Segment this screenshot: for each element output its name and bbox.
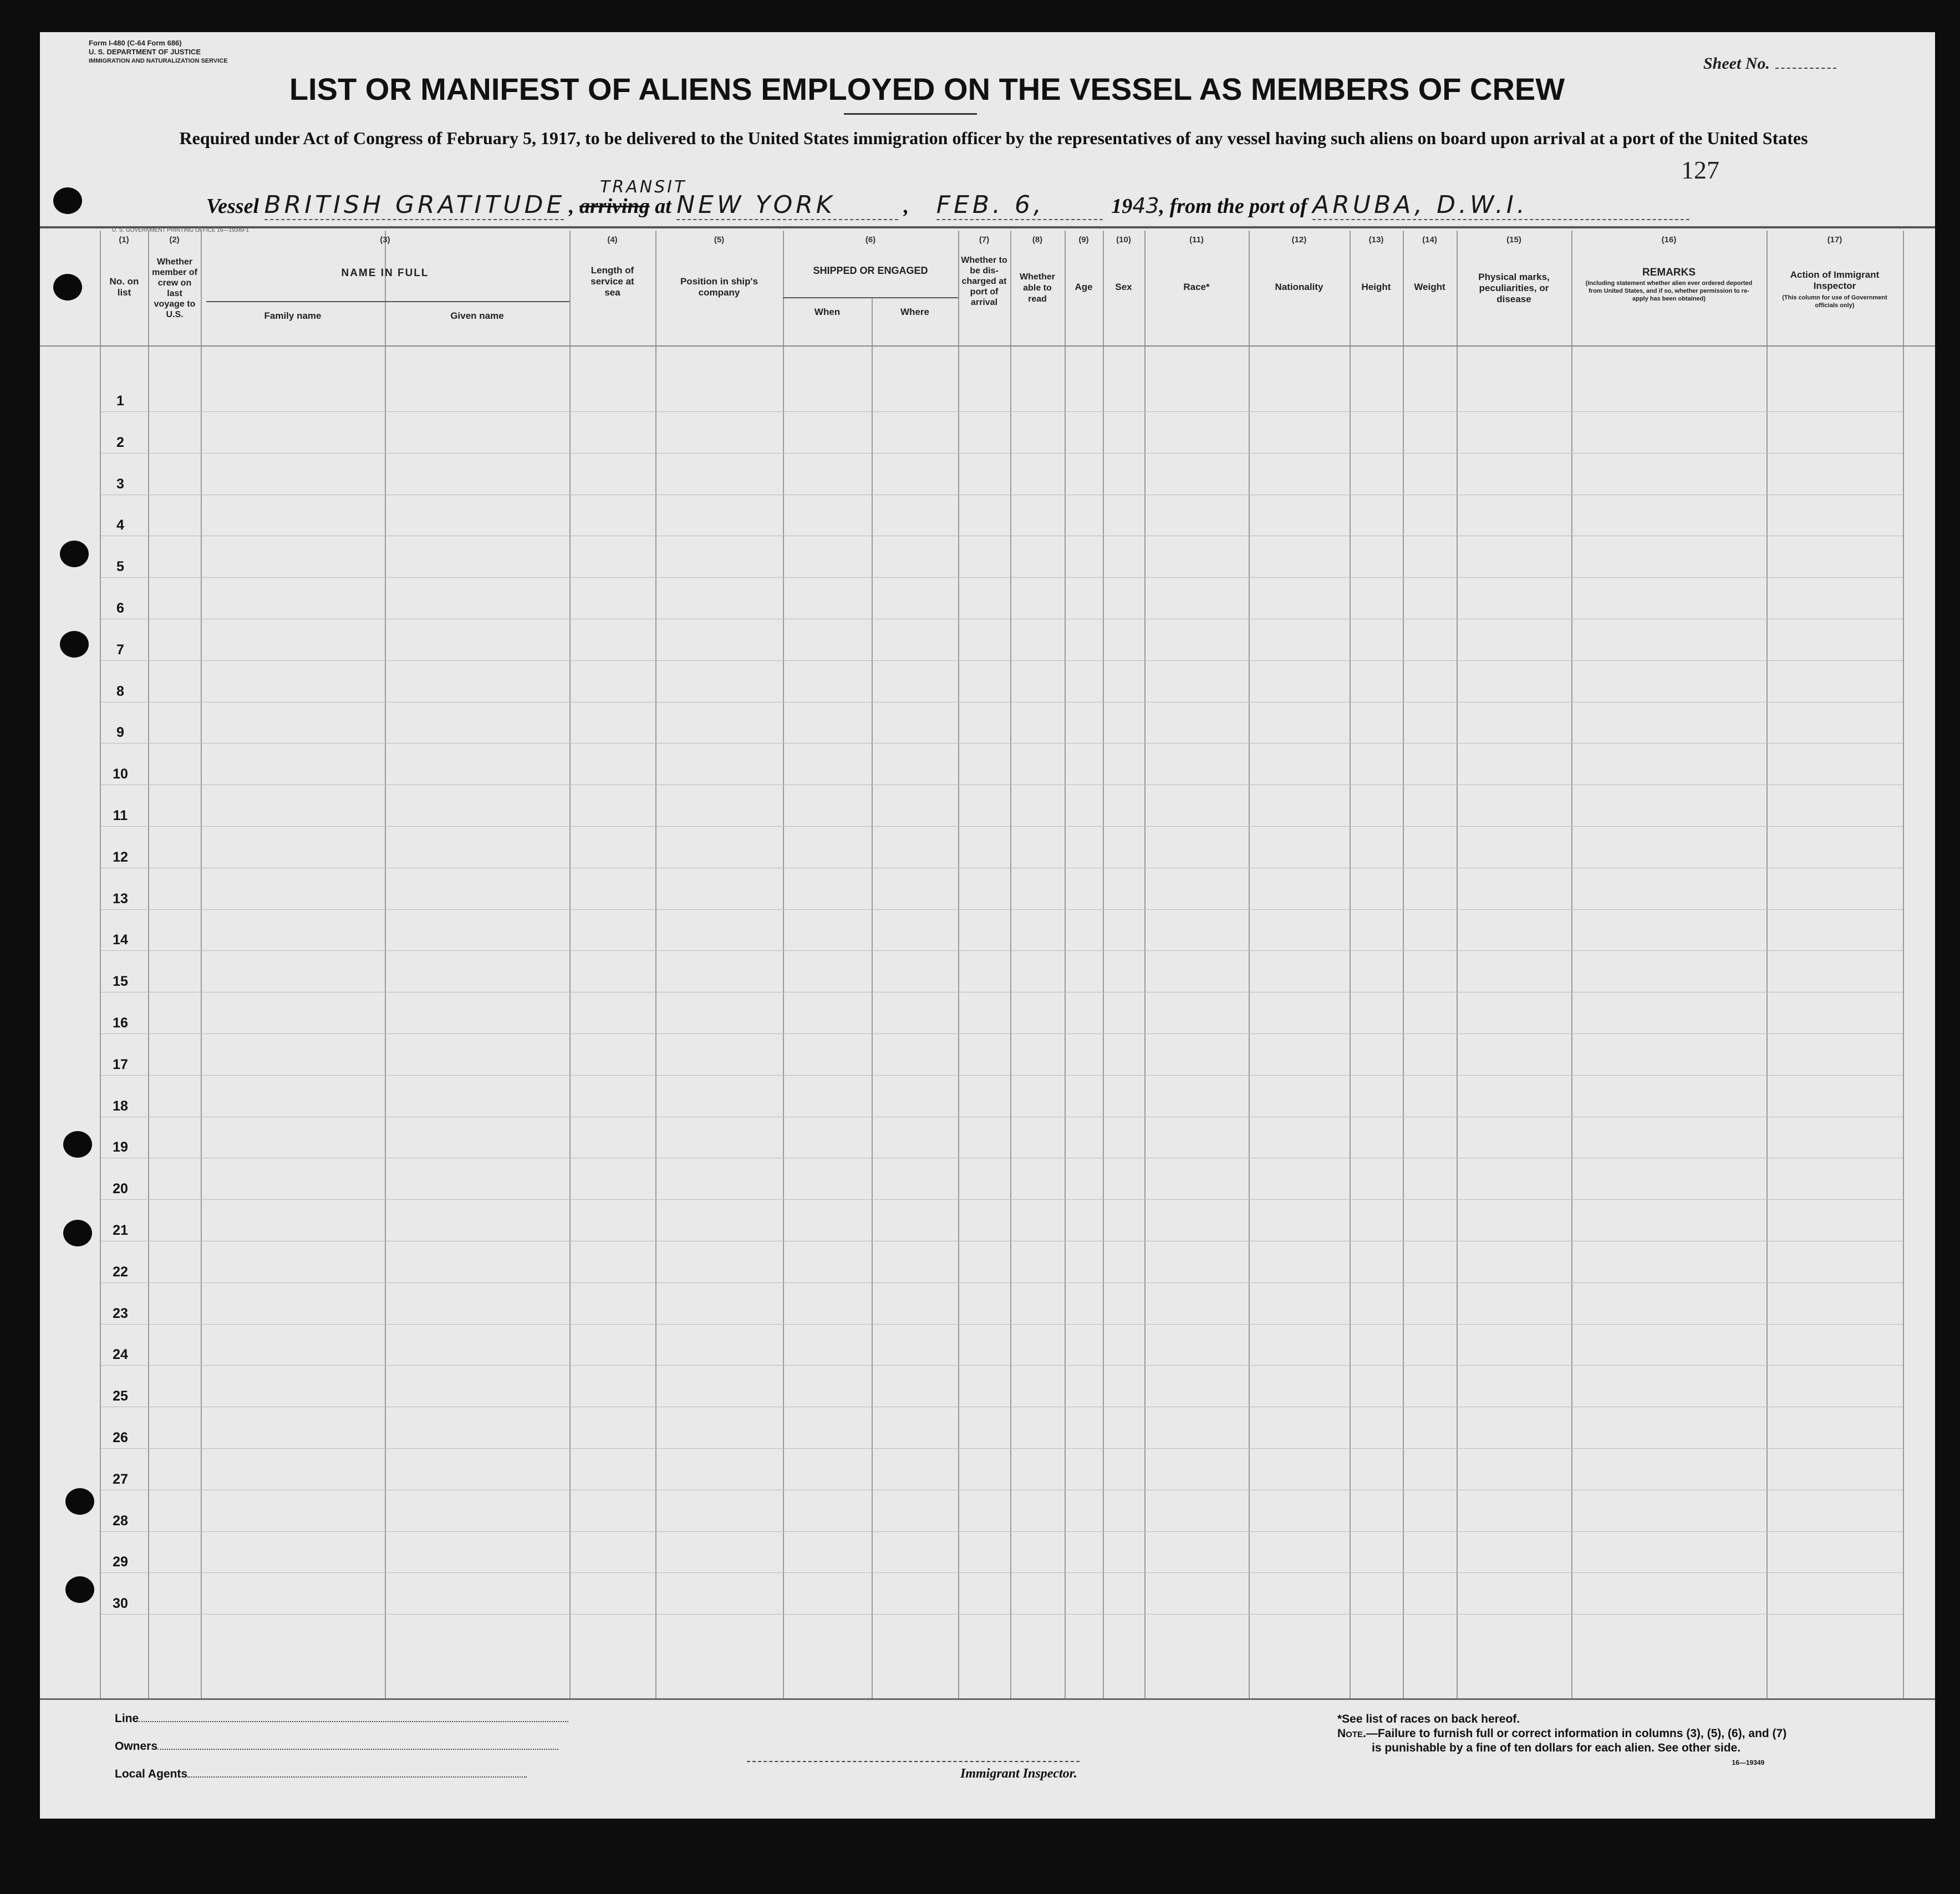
note-text-2: is punishable by a fine of ten dollars for each alien. See other side. <box>1372 1742 1741 1754</box>
col-num-6: (6) <box>865 235 876 245</box>
col-header-last-voyage: Whether member of crew on last voyage to U.S. <box>152 257 197 319</box>
row-number: 7 <box>116 641 124 658</box>
form-identifier <box>89 39 228 65</box>
note-text: —Failure to furnish full or correct information in columns (3), (5), (6), and (7) <box>1366 1727 1787 1740</box>
col-header-length-service: Length of service at sea <box>590 265 634 298</box>
table-row[interactable] <box>101 909 1903 910</box>
table-row[interactable] <box>101 411 1903 412</box>
department: U. S. DEPARTMENT OF JUSTICE <box>89 48 201 56</box>
table-row[interactable] <box>101 1365 1903 1366</box>
row-number: 18 <box>113 1098 128 1114</box>
col-num-10: (10) <box>1116 235 1131 245</box>
col-num-1: (1) <box>119 235 129 245</box>
owners-field[interactable] <box>157 1749 558 1750</box>
row-number: 3 <box>116 476 124 492</box>
col-num-7: (7) <box>979 235 990 245</box>
page-subtitle: Required under Act of Congress of February 5, 1917, to be delivered to the United States immigration officer by the representatives of any vessel having such aliens on board upon arrival at a port of the United States <box>179 128 1808 148</box>
col-header-weight: Weight <box>1414 282 1445 292</box>
table-row[interactable] <box>101 1033 1903 1034</box>
row-number: 12 <box>113 849 128 865</box>
punch-hole <box>60 631 89 658</box>
note-races: *See list of races on back hereof. <box>1337 1713 1520 1725</box>
row-number: 14 <box>113 932 128 948</box>
row-number: 29 <box>113 1554 128 1570</box>
row-number: 24 <box>113 1347 128 1363</box>
col-header-remarks: REMARKS <box>1642 267 1696 278</box>
col-num-12: (12) <box>1291 235 1307 245</box>
col-header-where: Where <box>900 307 929 317</box>
col-header-age: Age <box>1075 282 1093 292</box>
row-number: 19 <box>113 1139 128 1155</box>
col-num-11: (11) <box>1189 235 1204 245</box>
note-label: Note. <box>1337 1727 1366 1740</box>
table-row[interactable] <box>101 1531 1903 1532</box>
col-header-sex: Sex <box>1115 282 1132 292</box>
row-number: 10 <box>113 766 128 782</box>
punch-hole <box>60 541 89 567</box>
col-num-15: (15) <box>1506 235 1521 245</box>
punch-hole <box>63 1220 92 1246</box>
header-bottom-rule <box>40 345 1935 347</box>
col-header-race: Race* <box>1183 282 1210 292</box>
table-row[interactable] <box>101 453 1903 454</box>
shipped-header-rule <box>783 297 958 298</box>
table-row[interactable] <box>101 577 1903 578</box>
footer-line-row <box>115 1712 568 1725</box>
row-number: 15 <box>113 974 128 990</box>
row-number: 8 <box>116 683 124 699</box>
page-title: LIST OR MANIFEST OF ALIENS EMPLOYED ON THE VESSEL AS MEMBERS OF CREW <box>289 72 1565 106</box>
row-number: 9 <box>116 725 124 741</box>
col-header-inspector-note: (This column for use of Government officials only) <box>1782 294 1887 309</box>
year-field[interactable]: 43 <box>1132 194 1159 218</box>
printer-line: U. S. GOVERNMENT PRINTING OFFICE 16—19349-1 <box>112 227 250 233</box>
inspector-signature-line[interactable] <box>747 1761 1080 1762</box>
col-header-remarks-note: (Including statement whether alien ever ordered deported from United States, and if so, whether permission to re-apply has been obtained) <box>1585 280 1753 302</box>
row-number: 5 <box>116 559 124 575</box>
agents-field[interactable] <box>187 1776 527 1778</box>
row-number: 4 <box>116 517 124 533</box>
col-header-position: Position in ship's company <box>680 276 758 298</box>
col-header-given-name: Given name <box>450 310 504 321</box>
table-row[interactable] <box>101 950 1903 951</box>
col-num-4: (4) <box>607 235 618 245</box>
col-num-3: (3) <box>380 235 390 245</box>
footer-note <box>1337 1712 1786 1770</box>
row-number: 16 <box>113 1015 128 1031</box>
row-number: 23 <box>113 1305 128 1321</box>
col-num-13: (13) <box>1368 235 1384 245</box>
col-num-14: (14) <box>1422 235 1437 245</box>
row-number: 27 <box>113 1471 128 1487</box>
at-label: at <box>655 195 671 218</box>
from-port-field[interactable]: ARUBA, D.W.I. <box>1312 191 1689 220</box>
table-row[interactable] <box>101 1448 1903 1449</box>
name-header-rule <box>206 301 569 302</box>
punch-hole <box>65 1488 94 1515</box>
line-field[interactable] <box>139 1721 568 1722</box>
row-number: 11 <box>113 808 128 823</box>
vessel-line: Vessel BRITISH GRATITUDE , arriving at NEW YORK , FEB. 6, 1943, from the port of ARUBA, D.W.I. <box>206 191 1689 220</box>
col-num-16: (16) <box>1661 235 1677 245</box>
col-header-family-name: Family name <box>264 310 322 321</box>
row-number: 26 <box>113 1430 128 1445</box>
inspector-label: Immigrant Inspector. <box>960 1766 1077 1781</box>
inspector-signature <box>747 1766 1077 1781</box>
row-number: 21 <box>113 1223 128 1238</box>
table-row[interactable] <box>101 826 1903 827</box>
table-row[interactable] <box>101 1324 1903 1325</box>
col-num-9: (9) <box>1078 235 1089 245</box>
vessel-label: Vessel <box>206 195 259 218</box>
table-bottom-rule <box>40 1698 1935 1700</box>
table-row[interactable] <box>101 660 1903 661</box>
manifest-sheet <box>40 32 1935 1819</box>
owners-label: Owners <box>115 1740 158 1753</box>
col-header-physical-marks: Physical marks, peculiarities, or disease <box>1478 272 1550 304</box>
table-row[interactable] <box>101 1614 1903 1615</box>
punch-hole <box>63 1131 92 1158</box>
col-num-8: (8) <box>1032 235 1043 245</box>
col-header-when: When <box>814 307 841 317</box>
service: IMMIGRATION AND NATURALIZATION SERVICE <box>89 58 228 64</box>
sheet-number <box>1703 54 1836 73</box>
from-port-label: , from the port of <box>1159 195 1307 218</box>
col-header-inspector: Action of Immigrant Inspector <box>1790 269 1880 291</box>
table-row[interactable] <box>101 1199 1903 1200</box>
punch-hole <box>53 187 82 214</box>
punch-hole <box>65 1576 94 1603</box>
table-row[interactable] <box>101 1282 1903 1283</box>
col-header-name: NAME IN FULL <box>341 267 429 279</box>
row-number: 25 <box>113 1388 128 1404</box>
header-divider <box>40 226 1935 228</box>
row-number: 28 <box>113 1513 128 1529</box>
row-number: 17 <box>113 1056 128 1072</box>
sheet-number-field[interactable] <box>1775 68 1836 69</box>
title-underline <box>844 113 977 115</box>
row-number: 1 <box>116 393 124 409</box>
row-number: 13 <box>113 890 128 907</box>
col-header-height: Height <box>1361 282 1391 292</box>
footer-agents-row <box>115 1768 527 1781</box>
col-header-nationality: Nationality <box>1275 282 1323 292</box>
arrival-date-field[interactable]: FEB. 6, <box>936 191 1103 220</box>
table-row[interactable] <box>101 743 1903 744</box>
sheet-number-label: Sheet No. <box>1703 54 1770 73</box>
stamp-number: 127 <box>1681 156 1719 184</box>
row-number: 20 <box>113 1181 128 1197</box>
col-header-discharged: Whether to be dis-charged at port of arrival <box>961 256 1007 307</box>
footer-owners-row <box>115 1740 558 1753</box>
arriving-word: arriving <box>579 195 650 218</box>
transit-handwritten: TRANSIT <box>600 177 687 197</box>
form-code: 16—19349 <box>1732 1759 1765 1766</box>
table-row[interactable] <box>101 1075 1903 1076</box>
year-prefix: 19 <box>1111 195 1133 218</box>
col-header-read: Whether able to read <box>1020 272 1055 304</box>
line-label: Line <box>115 1712 139 1725</box>
col-num-17: (17) <box>1827 235 1842 245</box>
table-row[interactable] <box>101 1572 1903 1573</box>
row-number: 2 <box>116 434 124 450</box>
row-number: 6 <box>116 600 124 616</box>
col-header-shipped: SHIPPED OR ENGAGED <box>813 265 928 276</box>
col-num-5: (5) <box>714 235 725 245</box>
row-number: 30 <box>113 1596 128 1612</box>
col-num-2: (2) <box>169 235 180 245</box>
row-number: 22 <box>113 1264 128 1280</box>
arrival-port-field[interactable]: NEW YORK <box>676 191 898 220</box>
agents-label: Local Agents <box>115 1768 188 1780</box>
punch-hole <box>53 274 82 301</box>
col-header-no: No. on list <box>109 276 139 298</box>
vessel-name-field[interactable]: BRITISH GRATITUDE <box>264 191 566 219</box>
form-id: Form I-480 (C-64 Form 686) <box>89 39 182 47</box>
